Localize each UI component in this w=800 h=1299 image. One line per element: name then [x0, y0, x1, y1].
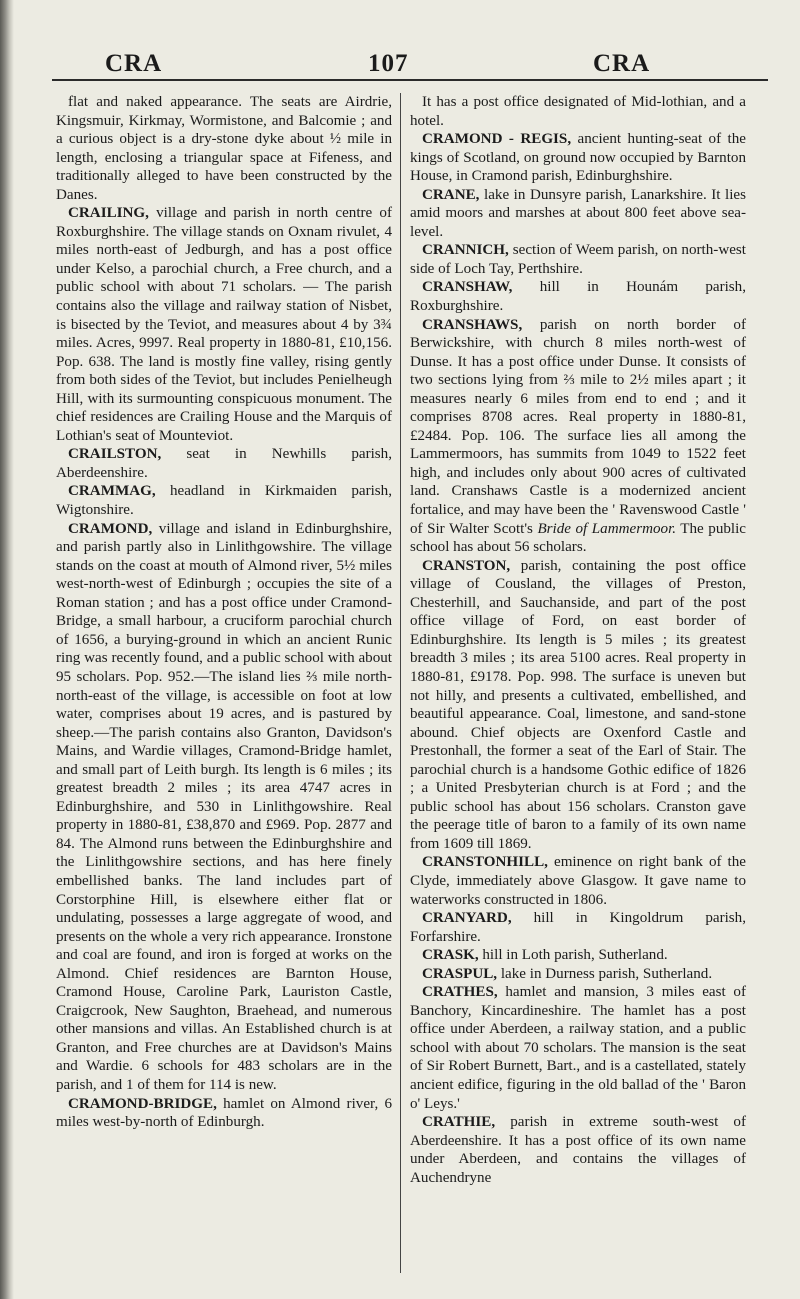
entry-crathes — [410, 983, 746, 1113]
entry-headword: CRAILSTON, — [68, 446, 162, 463]
entry-cramond-bridge — [56, 1095, 392, 1132]
entry-text: lake in Dunsyre parish, Lanarkshire. It lies amid moors and marshes at about 800 feet above sea-level. — [410, 186, 746, 240]
page-header — [0, 50, 800, 80]
entry-text: ancient hunting-seat of the kings of Scotland, on ground now occupied by Barnton House, in Cramond parish, Edinburghshire. — [410, 131, 746, 185]
entry-continuation: flat and naked appearance. The seats are Airdrie, Kingsmuir, Kirkmay, Wormistone, and Balcomie ; and a curious object is a dry-stone dyke about ½ mile in length, enclosing a triangular space at Fifeness, and traditionally alleged to have been constructed by the Danes. — [56, 94, 392, 203]
entry-headword: CRAMOND-BRIDGE, — [68, 1095, 217, 1112]
entry-headword: CRANYARD, — [422, 910, 512, 927]
entry-headword: CRAILING, — [68, 205, 149, 222]
entry-cranstonhill — [410, 853, 746, 909]
entry-text: seat in Newhills parish, Aberdeenshire. — [56, 446, 392, 481]
entry-text: hill in Loth parish, Sutherland. — [478, 947, 668, 964]
entry-cranston — [410, 557, 746, 854]
entry-headword: CRATHIE, — [422, 1114, 496, 1131]
entry-crask — [410, 946, 746, 965]
entry-text: section of Weem parish, on north-west side of Loch Tay, Perthshire. — [410, 242, 746, 277]
entry-text: hamlet on Almond river, 6 miles west-by-north of Edinburgh. — [56, 1095, 392, 1131]
entry-headword: CRATHES, — [422, 984, 498, 1001]
entry-crannich — [410, 241, 746, 278]
entry-cranshaw — [410, 278, 746, 315]
entry-headword: CRANE, — [422, 186, 480, 203]
entry-text: hamlet and mansion, 3 miles east of Banchory, Kincardineshire. The hamlet has a post office under Aberdeen, a railway station, and a public school with about 70 scholars. The mansion is the seat of Sir Robert Burnett, Bart., and is a castellated, stately ancient edifice, figuring in the old ballad of the ' Baron o' Leys.' — [410, 984, 746, 1112]
entry-text: lake in Durness parish, Sutherland. — [497, 965, 713, 982]
running-head-left: CRA — [105, 50, 163, 77]
left-column — [56, 93, 392, 1132]
entry-text: village and island in Edinburghshire, and parish partly also in Linlithgowshire. The village stands on the coast at mouth of Almond river, 5½ miles west-north-west of Edinburgh ; occupies the site of a Roman station ; and has a post office under Cramond-Bridge, a small harbour, a cruciform parochial church of 1656, a burying-ground in which an ancient Runic ring was recently found, and a public school with about 95 scholars. Pop. 952.—The island lies ⅔ mile north-north-east of the village, is accessible on foot at low water, comprises about 19 acres, and is pastured by sheep.—The parish contains also Granton, Davidson's Mains, and Wardie villages, Cramond-Bridge hamlet, and small part of Leith burgh. Its length is 6 miles ; its greatest breadth 2 miles ; its area 4747 acres in Edinburghshire, and 530 in Linlithgowshire. Real property in 1880-81, £38,870 and £969. Pop. 2877 and 84. The Almond runs between the Edinburghshire and the Linlithgowshire sections, and has here finely embellished banks. The land includes part of Corstorphine Hill, is elsewhere either flat or undulating, possesses a large aggregate of wood, and presents on the whole a very rich appearance. Ironstone and coal are found, and iron is forged at works on the Almond. Chief residences are Barnton House, Cramond House, Caroline Park, Lauriston Castle, Craigcrook, New Saughton, Braehead, and numerous other mansions and villas. An Established church is at Granton, and Free churches are at Davidson's Mains and Wardie. 6 schools for 483 scholars are in the parish, and 1 of them for 114 is new. — [56, 520, 392, 1093]
entry-headword: CRANSTON, — [422, 557, 511, 574]
book-spine-shadow — [0, 0, 14, 1299]
entry-crailston — [56, 445, 392, 482]
entry-text: hill in Kingoldrum parish, Forfarshire. — [410, 910, 746, 945]
entry-headword: CRAMOND, — [68, 520, 153, 537]
entry-text-tail: The public school has about 56 scholars. — [410, 520, 746, 556]
entry-crammag — [56, 482, 392, 519]
entry-cranshaws — [410, 316, 746, 557]
entry-headword: CRAMOND - REGIS, — [422, 131, 572, 148]
page-number: 107 — [368, 50, 409, 77]
entry-craspul — [410, 965, 746, 984]
entry-text: parish in extreme south-west of Aberdeenshire. It has a post office of its own name under Aberdeen, and contains the villages of Auchendryne — [410, 1114, 746, 1186]
entry-headword: CRASPUL, — [422, 965, 498, 982]
entry-text: village and parish in north centre of Roxburghshire. The village stands on Oxnam rivulet, 4 miles north-east of Jedburgh, and has a post office under Kelso, a parochial church, a Free church, and a public school with about 71 scholars. — The parish contains also the village and railway station of Nisbet, is bisected by the Teviot, and measures about 4 by 3¾ miles. Acres, 9997. Real property in 1880-81, £10,156. Pop. 638. The land is mostly fine valley, rising gently from both sides of the Teviot, but includes Penielheugh Hill, with its surmounting conspicuous monument. The chief residences are Crailing House and the Marquis of Lothian's seat of Mounteviot. — [56, 205, 392, 444]
entry-headword: CRAMMAG, — [68, 483, 156, 500]
entry-cramond — [56, 520, 392, 1095]
entry-headword: CRANSHAWS, — [422, 316, 523, 333]
entry-text: parish on north border of Berwickshire, with church 8 miles north-west of Dunse. It has a post office under Dunse. It consists of two sections lying from ⅔ mile to 2½ miles apart ; it measures nearly 6 miles from end to end ; and it comprises 8708 acres. Real property in 1880-81, £2484. Pop. 106. The surface lies all among the Lammermoors, has summits from 1049 to 1522 feet high, and includes only about 900 acres of cultivated land. Cranshaws Castle is a modernized ancient fortalice, and may have been the ' Ravenswood Castle ' of Sir Walter Scott's — [410, 316, 746, 537]
entry-text: hill in Hounám parish, Roxburghshire. — [410, 279, 746, 315]
entry-text: eminence on right bank of the Clyde, immediately above Glasgow. It gave name to waterworks constructed in 1806. — [410, 854, 746, 908]
entry-crane — [410, 186, 746, 242]
entry-text: headland in Kirkmaiden parish, Wigtonshire. — [56, 483, 392, 519]
entry-headword: CRANSTONHILL, — [422, 854, 548, 871]
entry-crathie — [410, 1113, 746, 1187]
entry-headword: CRANNICH, — [422, 242, 509, 259]
entry-headword: CRANSHAW, — [422, 279, 513, 296]
entry-headword: CRASK, — [422, 947, 479, 964]
running-head-right: CRA — [593, 50, 651, 77]
entry-cranyard — [410, 909, 746, 946]
right-column — [410, 93, 746, 1187]
entry-italic-title: Bride of Lammermoor. — [537, 520, 677, 537]
column-divider — [400, 93, 401, 1273]
entry-text: parish, containing the post office village of Cousland, the villages of Preston, Chesterhill, and Sauchanside, and part of the post office village of Ford, on east border of Edinburghshire. Its length is 5 miles ; its greatest breadth 3 miles ; its area 5100 acres. Real property in 1880-81, £9178. Pop. 998. The surface is uneven but not hilly, and presents a cultivated, embellished, and beautiful appearance. Coal, limestone, and sand-stone abound. Chief objects are Oxenford Castle and Prestonhall, the former a seat of the Earl of Stair. The parochial church is a handsome Gothic edifice of 1826 ; a United Presbyterian church is at Ford ; and the public school has about 156 scholars. Cranston gave the peerage title of baron to a family of its own name from 1609 till 1869. — [410, 557, 746, 852]
entry-cramond-regis — [410, 130, 746, 186]
entry-crailing — [56, 204, 392, 445]
header-rule — [52, 79, 768, 81]
entry-continuation: It has a post office designated of Mid-lothian, and a hotel. — [410, 94, 746, 129]
